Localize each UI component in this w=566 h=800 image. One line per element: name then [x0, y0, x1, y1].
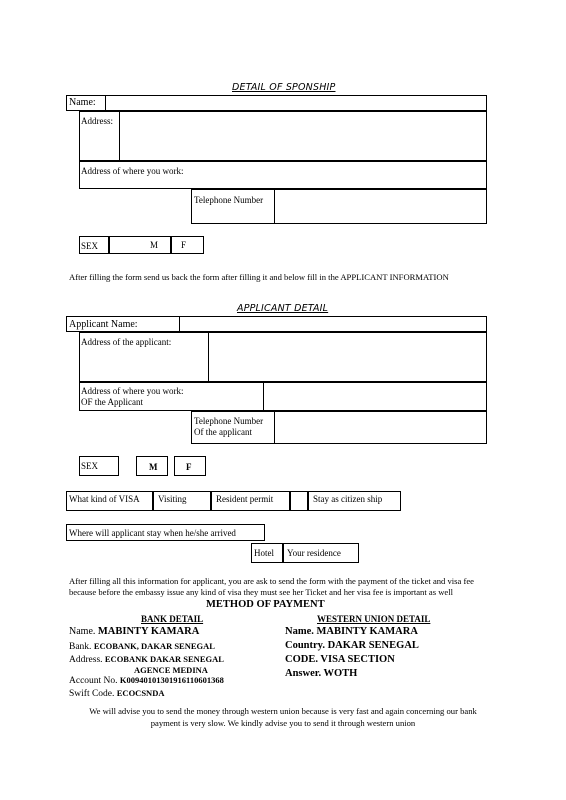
visa-option-resident-label: Resident permit	[216, 494, 274, 504]
visa-label: What kind of VISA	[69, 494, 140, 504]
stay-option-hotel-label: Hotel	[254, 548, 274, 558]
applicant-work-address-label-2: OF the Applicant	[81, 397, 143, 407]
note-after-sponsor: After filling the form send us back the form after filling it and below fill in the APPLICANT INFORMATION	[69, 272, 449, 282]
wu-name-row	[285, 626, 418, 637]
sponsor-sex-male-label: M	[150, 240, 159, 250]
wu-country-label: Country.	[285, 640, 325, 651]
wu-code-label: CODE.	[285, 654, 318, 665]
bank-address-label: Address.	[69, 655, 103, 665]
applicant-work-address-label-1: Address of where you work:	[81, 386, 184, 396]
bank-address-row	[69, 654, 224, 665]
western-union-title: WESTERN UNION DETAIL	[317, 614, 431, 624]
footer-line-2: payment is very slow. We kindly advise you to send it through western union	[150, 718, 416, 728]
bank-address-value-2: AGENCE MEDINA	[134, 665, 208, 675]
instructions-line-2: because before the embassy issue any kind of visa they must see her Ticket and her visa fee is important as well	[69, 587, 453, 597]
applicant-telephone-label-1: Telephone Number	[194, 416, 264, 426]
bank-account-value: K00940101301916110601368	[119, 675, 224, 685]
wu-answer-value: WOTH	[323, 668, 358, 679]
bank-name-label: Name.	[69, 626, 96, 637]
applicant-address-label: Address of the applicant:	[81, 337, 172, 347]
sponsor-name-label: Name:	[69, 97, 96, 108]
bank-swift-label: Swift Code.	[69, 689, 115, 699]
sponsorship-heading: DETAIL OF SPONSHIP	[232, 82, 336, 93]
sponsor-sex-male[interactable]	[109, 236, 171, 254]
applicant-sex-female-label: F	[186, 462, 192, 472]
bank-account-row	[69, 675, 224, 686]
wu-answer-row	[285, 668, 357, 679]
bank-detail-title: BANK DETAIL	[141, 614, 204, 624]
bank-address-value: ECOBANK DAKAR SENEGAL	[104, 654, 224, 664]
visa-option-resident-check[interactable]	[290, 491, 308, 511]
bank-bank-row	[69, 641, 215, 652]
applicant-name-label: Applicant Name:	[69, 319, 138, 330]
bank-account-label: Account No.	[69, 676, 118, 686]
wu-name-label: Name.	[285, 626, 314, 637]
bank-name-value: MABINTY KAMARA	[97, 626, 200, 637]
visa-option-citizen-label: Stay as citizen ship	[313, 494, 383, 504]
stay-label: Where will applicant stay when he/she arrived	[69, 528, 236, 538]
sponsor-telephone-label: Telephone Number	[194, 195, 264, 205]
applicant-telephone-label-2: Of the applicant	[194, 427, 252, 437]
applicant-heading: APPLICANT DETAIL	[237, 303, 329, 314]
visa-option-visiting-label: Visiting	[158, 494, 187, 504]
applicant-sex-male-label: M	[149, 462, 158, 472]
stay-option-residence-label: Your residence	[287, 548, 341, 558]
payment-heading: METHOD OF PAYMENT	[206, 599, 325, 610]
wu-name-value: MABINTY KAMARA	[316, 626, 418, 637]
sponsor-sex-female[interactable]	[171, 236, 204, 254]
bank-bank-value: ECOBANK, DAKAR SENEGAL	[93, 641, 215, 651]
bank-name-row	[69, 626, 199, 637]
bank-swift-row	[69, 688, 164, 699]
wu-answer-label: Answer.	[285, 668, 322, 679]
sponsor-name-field[interactable]	[66, 95, 487, 111]
wu-code-row	[285, 654, 395, 665]
sponsor-address-label: Address:	[81, 116, 113, 126]
sponsor-address-field[interactable]	[79, 111, 487, 161]
footer-line-1: We will advise you to send the money through western union because is very fast and again concerning our bank	[89, 706, 477, 716]
applicant-sex-label: SEX	[81, 461, 99, 471]
sponsor-work-address-label: Address of where you work:	[81, 166, 184, 176]
wu-code-value: VISA SECTION	[320, 654, 395, 665]
sponsor-sex-female-label: F	[181, 240, 187, 250]
sponsor-sex-label: SEX	[81, 241, 99, 251]
wu-country-value: DAKAR SENEGAL	[327, 640, 419, 651]
bank-bank-label: Bank.	[69, 642, 92, 652]
wu-country-row	[285, 640, 419, 651]
instructions-line-1: After filling all this information for applicant, you are ask to send the form with the payment of the ticket and visa fee	[69, 576, 474, 586]
bank-swift-value: ECOCSNDA	[116, 688, 165, 698]
